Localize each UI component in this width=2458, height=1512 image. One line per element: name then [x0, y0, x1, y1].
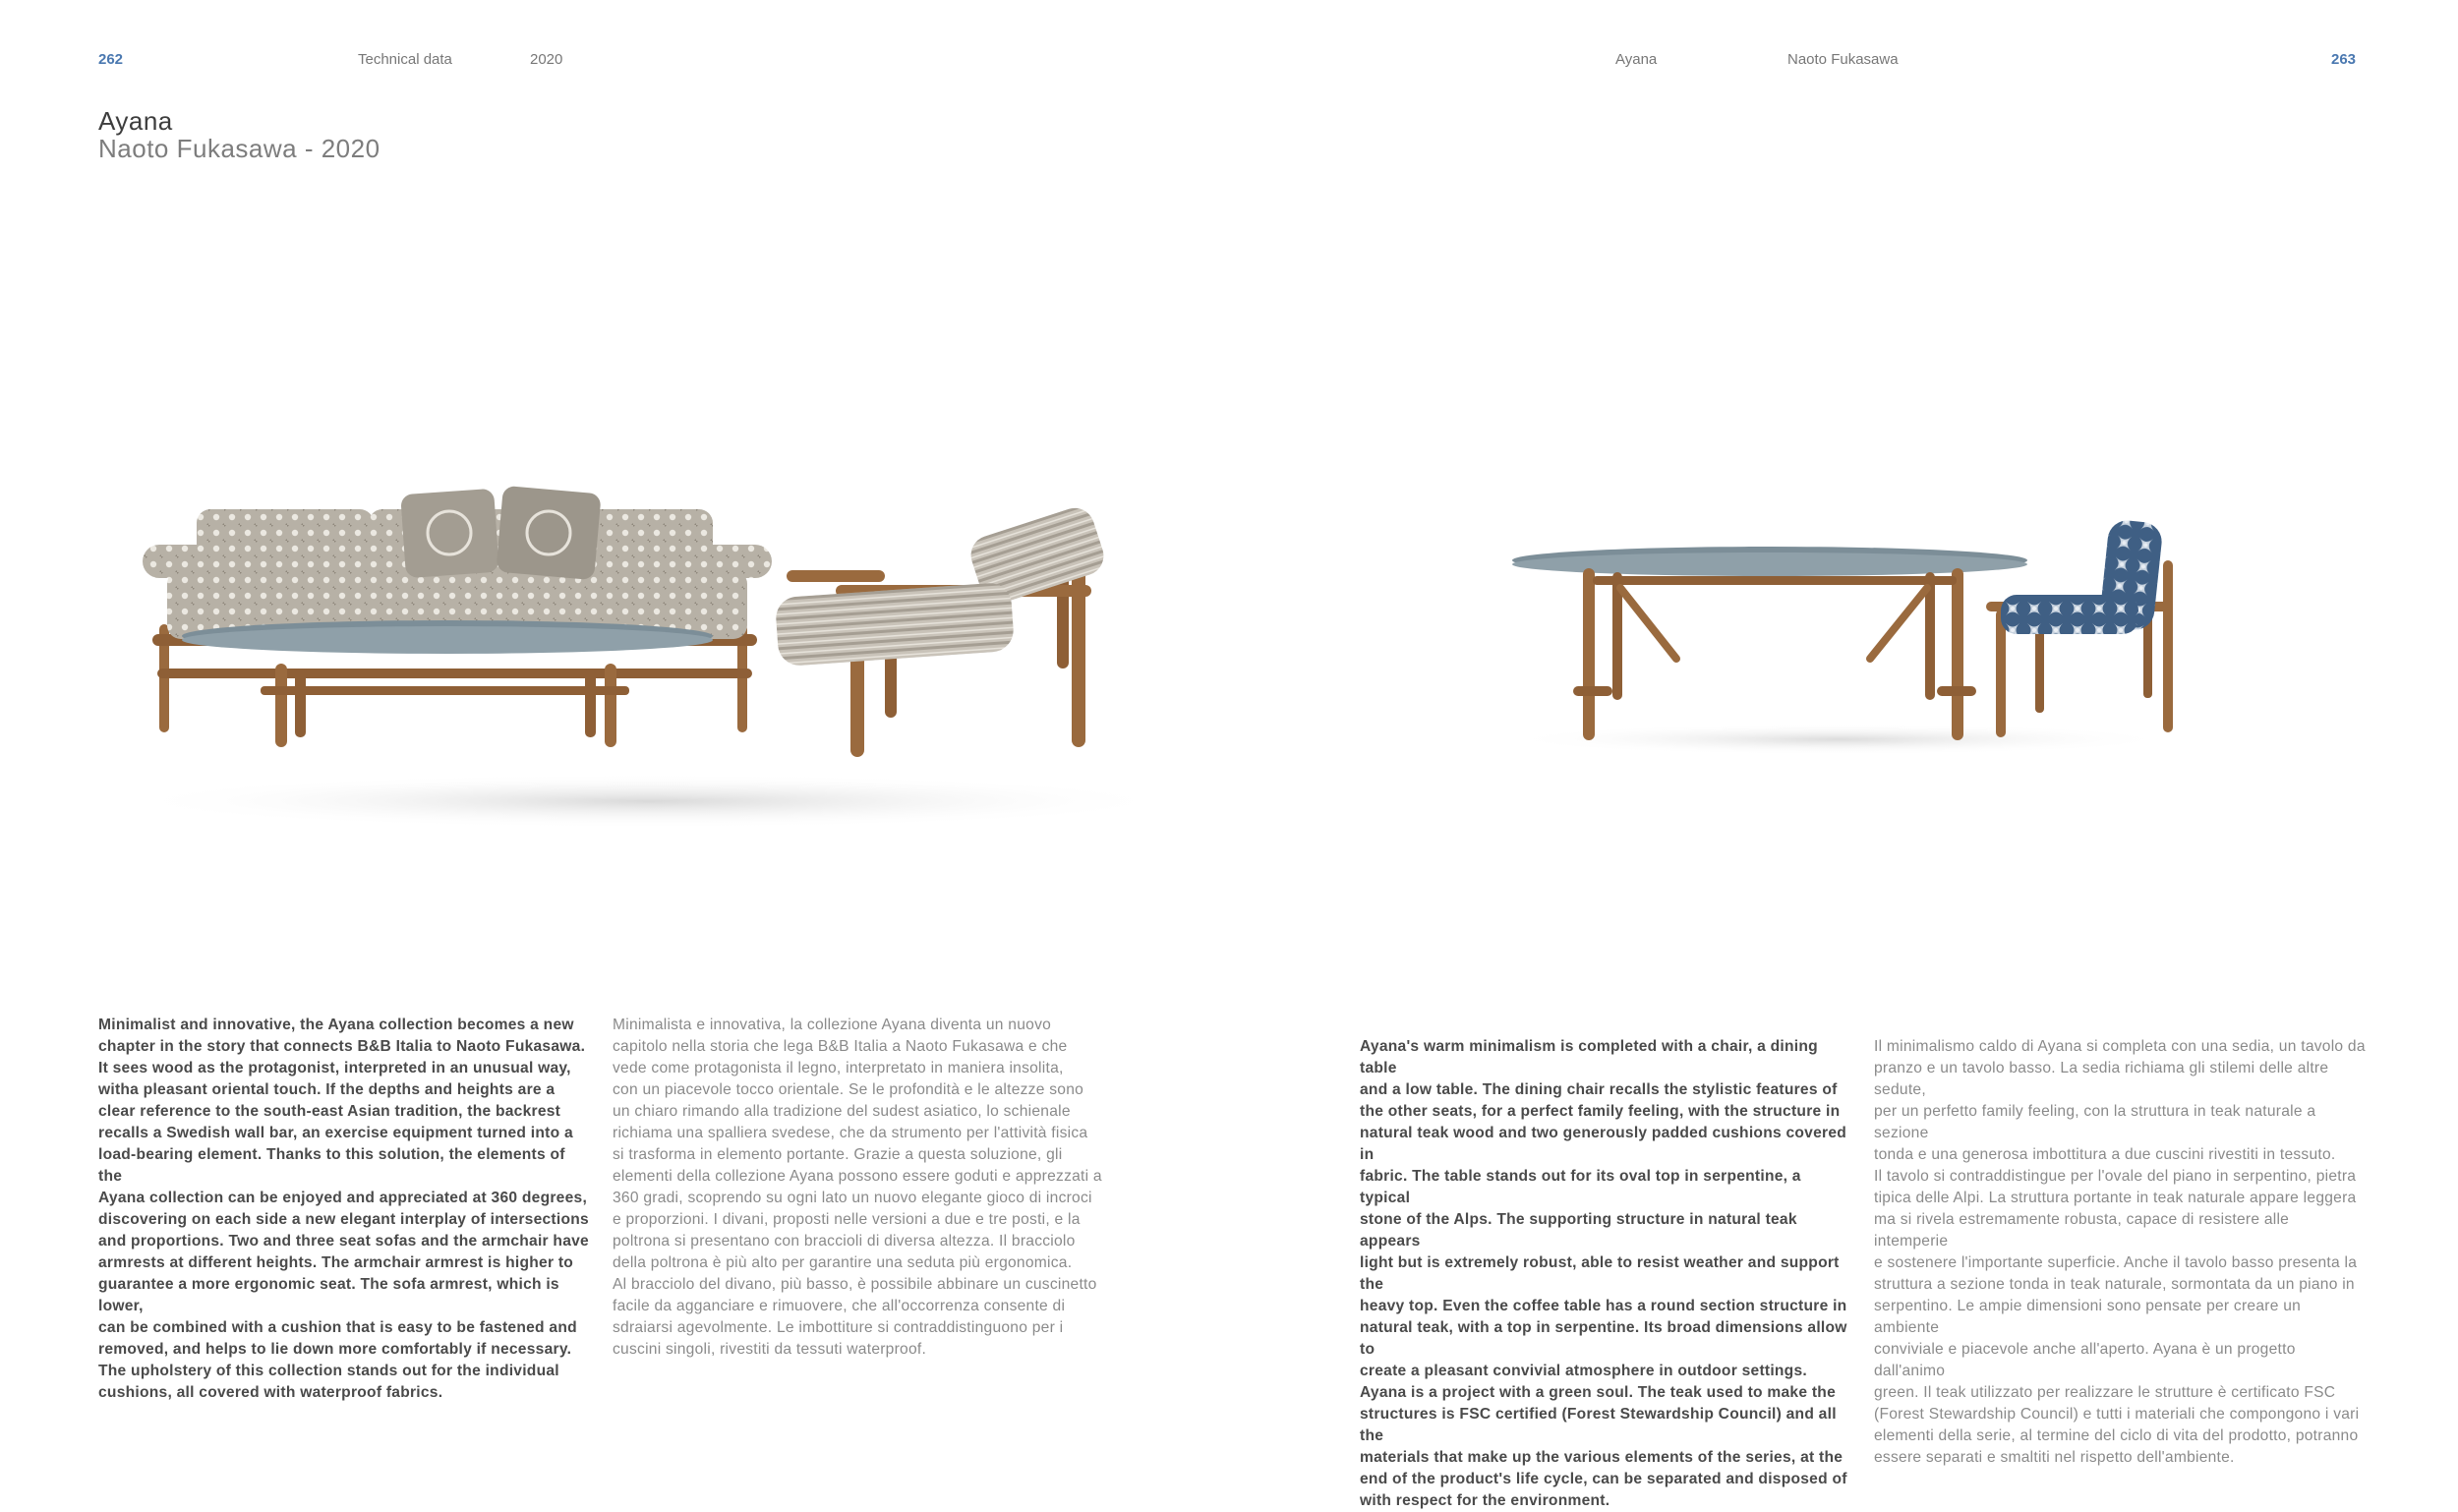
page-number-left: 262 [98, 51, 124, 68]
header-year: 2020 [530, 51, 563, 68]
dining-chair [1986, 518, 2173, 737]
text-line: structures is FSC certified (Forest Stewardship Council) and all the [1360, 1406, 1837, 1444]
text-line: Minimalist and innovative, the Ayana collection becomes a new [98, 1017, 574, 1033]
text-line: natural teak, with a top in serpentine. Its broad dimensions allow to [1360, 1319, 1847, 1358]
text-line: and a low table. The dining chair recalls the stylistic features of [1360, 1081, 1838, 1098]
page-number-right: 263 [2331, 51, 2357, 68]
header-designer: Naoto Fukasawa [1787, 51, 1899, 68]
left-text-english [98, 1015, 590, 1404]
text-line: the other seats, for a perfect family feeling, with the structure in [1360, 1103, 1841, 1120]
text-line: elementi della serie, al termine del ciclo di vita del prodotto, potranno [1874, 1427, 2359, 1444]
text-line: Il minimalismo caldo di Ayana si completa con una sedia, un tavolo da [1874, 1038, 2366, 1055]
text-line: (Forest Stewardship Council) e tutti i materiali che compongono i vari [1874, 1406, 2360, 1423]
text-line: materials that make up the various elements of the series, at the [1360, 1449, 1844, 1466]
text-line: Ayana's warm minimalism is completed with a chair, a dining table [1360, 1038, 1818, 1076]
text-line: cushions, all covered with waterproof fabrics. [98, 1384, 443, 1401]
text-line: elementi della collezione Ayana possono essere goduti e apprezzati a [613, 1168, 1102, 1185]
text-line: fabric. The table stands out for its oval top in serpentine, a typical [1360, 1168, 1801, 1206]
text-line: end of the product's life cycle, can be separated and disposed of [1360, 1471, 1847, 1487]
text-line: removed, and helps to lie down more comfortably if necessary. [98, 1341, 572, 1358]
text-line: light but is extremely robust, able to resist weather and support the [1360, 1254, 1840, 1293]
text-line: chapter in the story that connects B&B Italia to Naoto Fukasawa. [98, 1038, 586, 1055]
text-line: e sostenere l'importante superficie. Anche il tavolo basso presenta la [1874, 1254, 2358, 1271]
left-text-italian [613, 1015, 1104, 1361]
text-line: struttura a sezione tonda in teak naturale, sormontata da un piano in [1874, 1276, 2355, 1293]
text-line: heavy top. Even the coffee table has a round section structure in [1360, 1298, 1847, 1314]
text-line: tipica delle Alpi. La struttura portante in teak naturale appare leggera [1874, 1190, 2357, 1206]
text-line: serpentino. Le ampie dimensioni sono pensate per creare un ambiente [1874, 1298, 2302, 1336]
text-line: cuscini singoli, rivestiti da tessuti waterproof. [613, 1341, 927, 1358]
text-line: richiama una spalliera svedese, che da strumento per l'attività fisica [613, 1125, 1088, 1141]
text-line: create a pleasant convivial atmosphere in outdoor settings. [1360, 1363, 1807, 1379]
dining-table-chair-photo [1504, 511, 2193, 767]
section-label: Technical data [358, 51, 452, 68]
text-line: The upholstery of this collection stands out for the individual [98, 1363, 559, 1379]
text-line: conviviale e piacevole anche all'aperto. Ayana è un progetto dall'animo [1874, 1341, 2296, 1379]
text-line: per un perfetto family feeling, con la struttura in teak naturale a sezione [1874, 1103, 2316, 1141]
text-line: recalls a Swedish wall bar, an exercise equipment turned into a [98, 1125, 573, 1141]
text-line: pranzo e un tavolo basso. La sedia richiama gli stilemi delle altre sedute, [1874, 1060, 2329, 1098]
text-line: stone of the Alps. The supporting structure in natural teak appears [1360, 1211, 1797, 1250]
text-line: can be combined with a cushion that is easy to be fastened and [98, 1319, 577, 1336]
sofa-armchair-photo [98, 462, 1180, 836]
text-line: poltrona si presentano con braccioli di diversa altezza. Il bracciolo [613, 1233, 1076, 1250]
right-text-english [1360, 1036, 1851, 1512]
text-line: load-bearing element. Thanks to this solution, the elements of the [98, 1146, 565, 1185]
page-subtitle: Naoto Fukasawa - 2020 [98, 134, 380, 163]
page-title: Ayana [98, 106, 173, 136]
text-line: armrests at different heights. The armchair armrest is higher to [98, 1254, 574, 1271]
text-line: clear reference to the south-east Asian tradition, the backrest [98, 1103, 561, 1120]
text-line: Minimalista e innovativa, la collezione Ayana diventa un nuovo [613, 1017, 1052, 1033]
text-line: It sees wood as the protagonist, interpreted in an unusual way, [98, 1060, 571, 1076]
armchair [775, 503, 1109, 757]
text-line: essere separati e smaltiti nel rispetto dell'ambiente. [1874, 1449, 2235, 1466]
text-line: natural teak wood and two generously padded cushions covered in [1360, 1125, 1847, 1163]
text-line: e proporzioni. I divani, proposti nelle versioni a due e tre posti, e la [613, 1211, 1081, 1228]
text-line: sdraiarsi agevolmente. Le imbottiture si contraddistinguono per i [613, 1319, 1064, 1336]
sofa [143, 486, 772, 732]
text-line: and proportions. Two and three seat sofas and the armchair have [98, 1233, 589, 1250]
text-line: con un piacevole tocco orientale. Se le profondità e le altezze sono [613, 1081, 1084, 1098]
header-collection: Ayana [1615, 51, 1658, 68]
text-line: un chiaro rimando alla tradizione del sudest asiatico, lo schienale [613, 1103, 1071, 1120]
text-line: ma si rivela estremamente robusta, capace di resistere alle intemperie [1874, 1211, 2290, 1250]
text-line: Al bracciolo del divano, più basso, è possibile abbinare un cuscinetto [613, 1276, 1097, 1293]
text-line: Ayana is a project with a green soul. The teak used to make the [1360, 1384, 1836, 1401]
text-line: with respect for the environment. [1360, 1492, 1610, 1509]
text-line: 360 gradi, scoprendo su ogni lato un nuovo elegante gioco di incroci [613, 1190, 1092, 1206]
text-line: vede come protagonista il legno, interpretato in maniera insolita, [613, 1060, 1064, 1076]
text-line: Il tavolo si contraddistingue per l'ovale del piano in serpentino, pietra [1874, 1168, 2357, 1185]
text-line: si trasforma in elemento portante. Grazie a questa soluzione, gli [613, 1146, 1063, 1163]
text-line: green. Il teak utilizzato per realizzare le strutture è certificato FSC [1874, 1384, 2336, 1401]
text-line: facile da agganciare e rimuovere, che all'occorrenza consente di [613, 1298, 1066, 1314]
right-text-italian [1874, 1036, 2366, 1469]
text-line: tonda e una generosa imbottitura a due cuscini rivestiti in tessuto. [1874, 1146, 2336, 1163]
text-line: discovering on each side a new elegant interplay of intersections [98, 1211, 589, 1228]
text-line: guarantee a more ergonomic seat. The sofa armrest, which is lower, [98, 1276, 559, 1314]
text-line: witha pleasant oriental touch. If the depths and heights are a [98, 1081, 556, 1098]
coffee-table [182, 620, 713, 747]
text-line: Ayana collection can be enjoyed and appreciated at 360 degrees, [98, 1190, 588, 1206]
text-line: della poltrona è più alto per garantire una seduta più ergonomica. [613, 1254, 1073, 1271]
text-line: capitolo nella storia che lega B&B Italia a Naoto Fukasawa e che [613, 1038, 1068, 1055]
dining-table [1512, 547, 2027, 740]
